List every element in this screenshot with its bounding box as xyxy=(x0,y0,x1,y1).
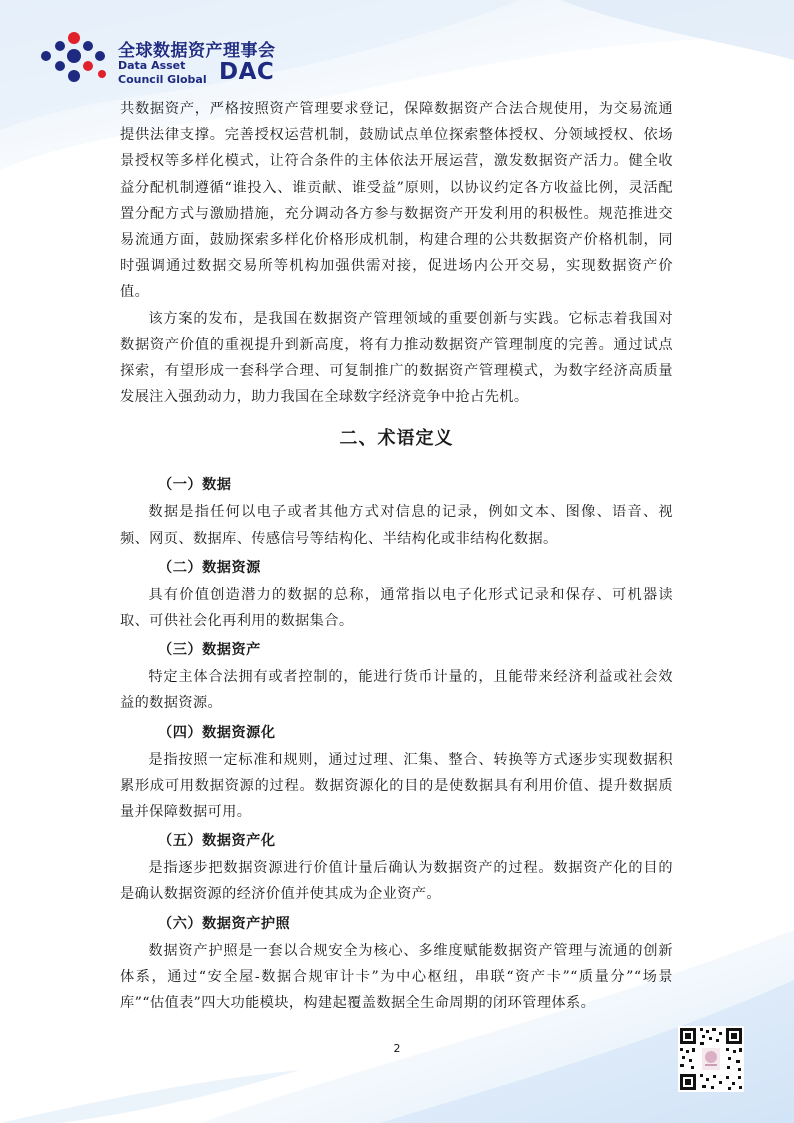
org-abbreviation: DAC xyxy=(219,59,275,85)
qr-code-icon xyxy=(678,1026,744,1092)
term-heading: （二）数据资源 xyxy=(158,559,261,576)
paragraph: 该方案的发布，是我国在数据资产管理领域的重要创新与实践。它标志着我国对数据资产价值的重视提升到新高度，将有力推动数据资产管理制度的完善。通过试点探索，有望形成一套科学合理、可复制推广的数据资产管理模式，为数字经济高质量发展注入强劲动力，助力我国在全球数字经济竞争中抢占先机。 xyxy=(120,310,673,406)
document-body xyxy=(120,96,673,1016)
term-heading: （三）数据资产 xyxy=(158,642,261,659)
term-heading: （五）数据资产化 xyxy=(158,833,276,850)
org-name-en-line1: Data Asset xyxy=(118,59,186,72)
term-heading: （一）数据 xyxy=(158,477,232,494)
term-definition: 特定主体合法拥有或者控制的，能进行货币计量的，且能带来经济利益或社会效益的数据资源。 xyxy=(120,669,673,712)
term-heading: （六）数据资产护照 xyxy=(158,915,291,932)
term-definition: 数据是指任何以电子或者其他方式对信息的记录，例如文本、图像、语音、视频、网页、数据库、传感信号等结构化、半结构化或非结构化数据。 xyxy=(120,504,673,547)
term-definition: 具有价值创造潜力的数据的总称，通常指以电子化形式记录和保存、可机器读取、可供社会化再利用的数据集合。 xyxy=(120,586,673,630)
org-name-cn: 全球数据资产理事会 xyxy=(118,41,276,61)
term-definition: 是指按照一定标准和规则，通过过理、汇集、整合、转换等方式逐步实现数据积累形成可用数据资源的过程。数据资源化的目的是使数据具有利用价值、提升数据质量并保障数据可用。 xyxy=(120,751,673,821)
term-definition: 是指逐步把数据资源进行价值计量后确认为数据资产的过程。数据资产化的目的是确认数据资源的经济价值并使其成为企业资产。 xyxy=(120,860,673,903)
section-title: 二、术语定义 xyxy=(339,428,454,450)
page-number: 2 xyxy=(393,1042,401,1055)
dac-dots-logo-icon xyxy=(36,30,116,86)
organization-logo xyxy=(36,30,286,86)
term-heading: （四）数据资源化 xyxy=(158,724,276,741)
term-definition: 数据资产护照是一套以合规安全为核心、多维度赋能数据资产管理与流通的创新体系，通过“安全屋-数据合规审计卡”为中心枢纽，串联“资产卡”“质量分”“场景库”“估值表”四大功能模块，构建起覆盖数据全生命周期的闭环管理体系。 xyxy=(120,942,673,1012)
org-name-en-line2: Council Global xyxy=(118,73,207,86)
paragraph: 共数据资产，严格按照资产管理要求登记，保障数据资产合法合规使用，为交易流通提供法律支撑。完善授权运营机制，鼓励试点单位探索整体授权、分领域授权、依场景授权等多样化模式，让符合条件的主体依法开展运营，激发数据资产活力。健全收益分配机制遵循“谁投入、谁贡献、谁受益”原则，以协议约定各方收益比例，灵活配置分配方式与激励措施，充分调动各方参与数据资产开发利用的积极性。规范推进交易流通方面，鼓励探索多样化价格形成机制，构建合理的公共数据资产价格机制，同时强调通过数据交易所等机构加强供需对接，促进场内公开交易，实现数据资产价值。 xyxy=(120,101,673,301)
